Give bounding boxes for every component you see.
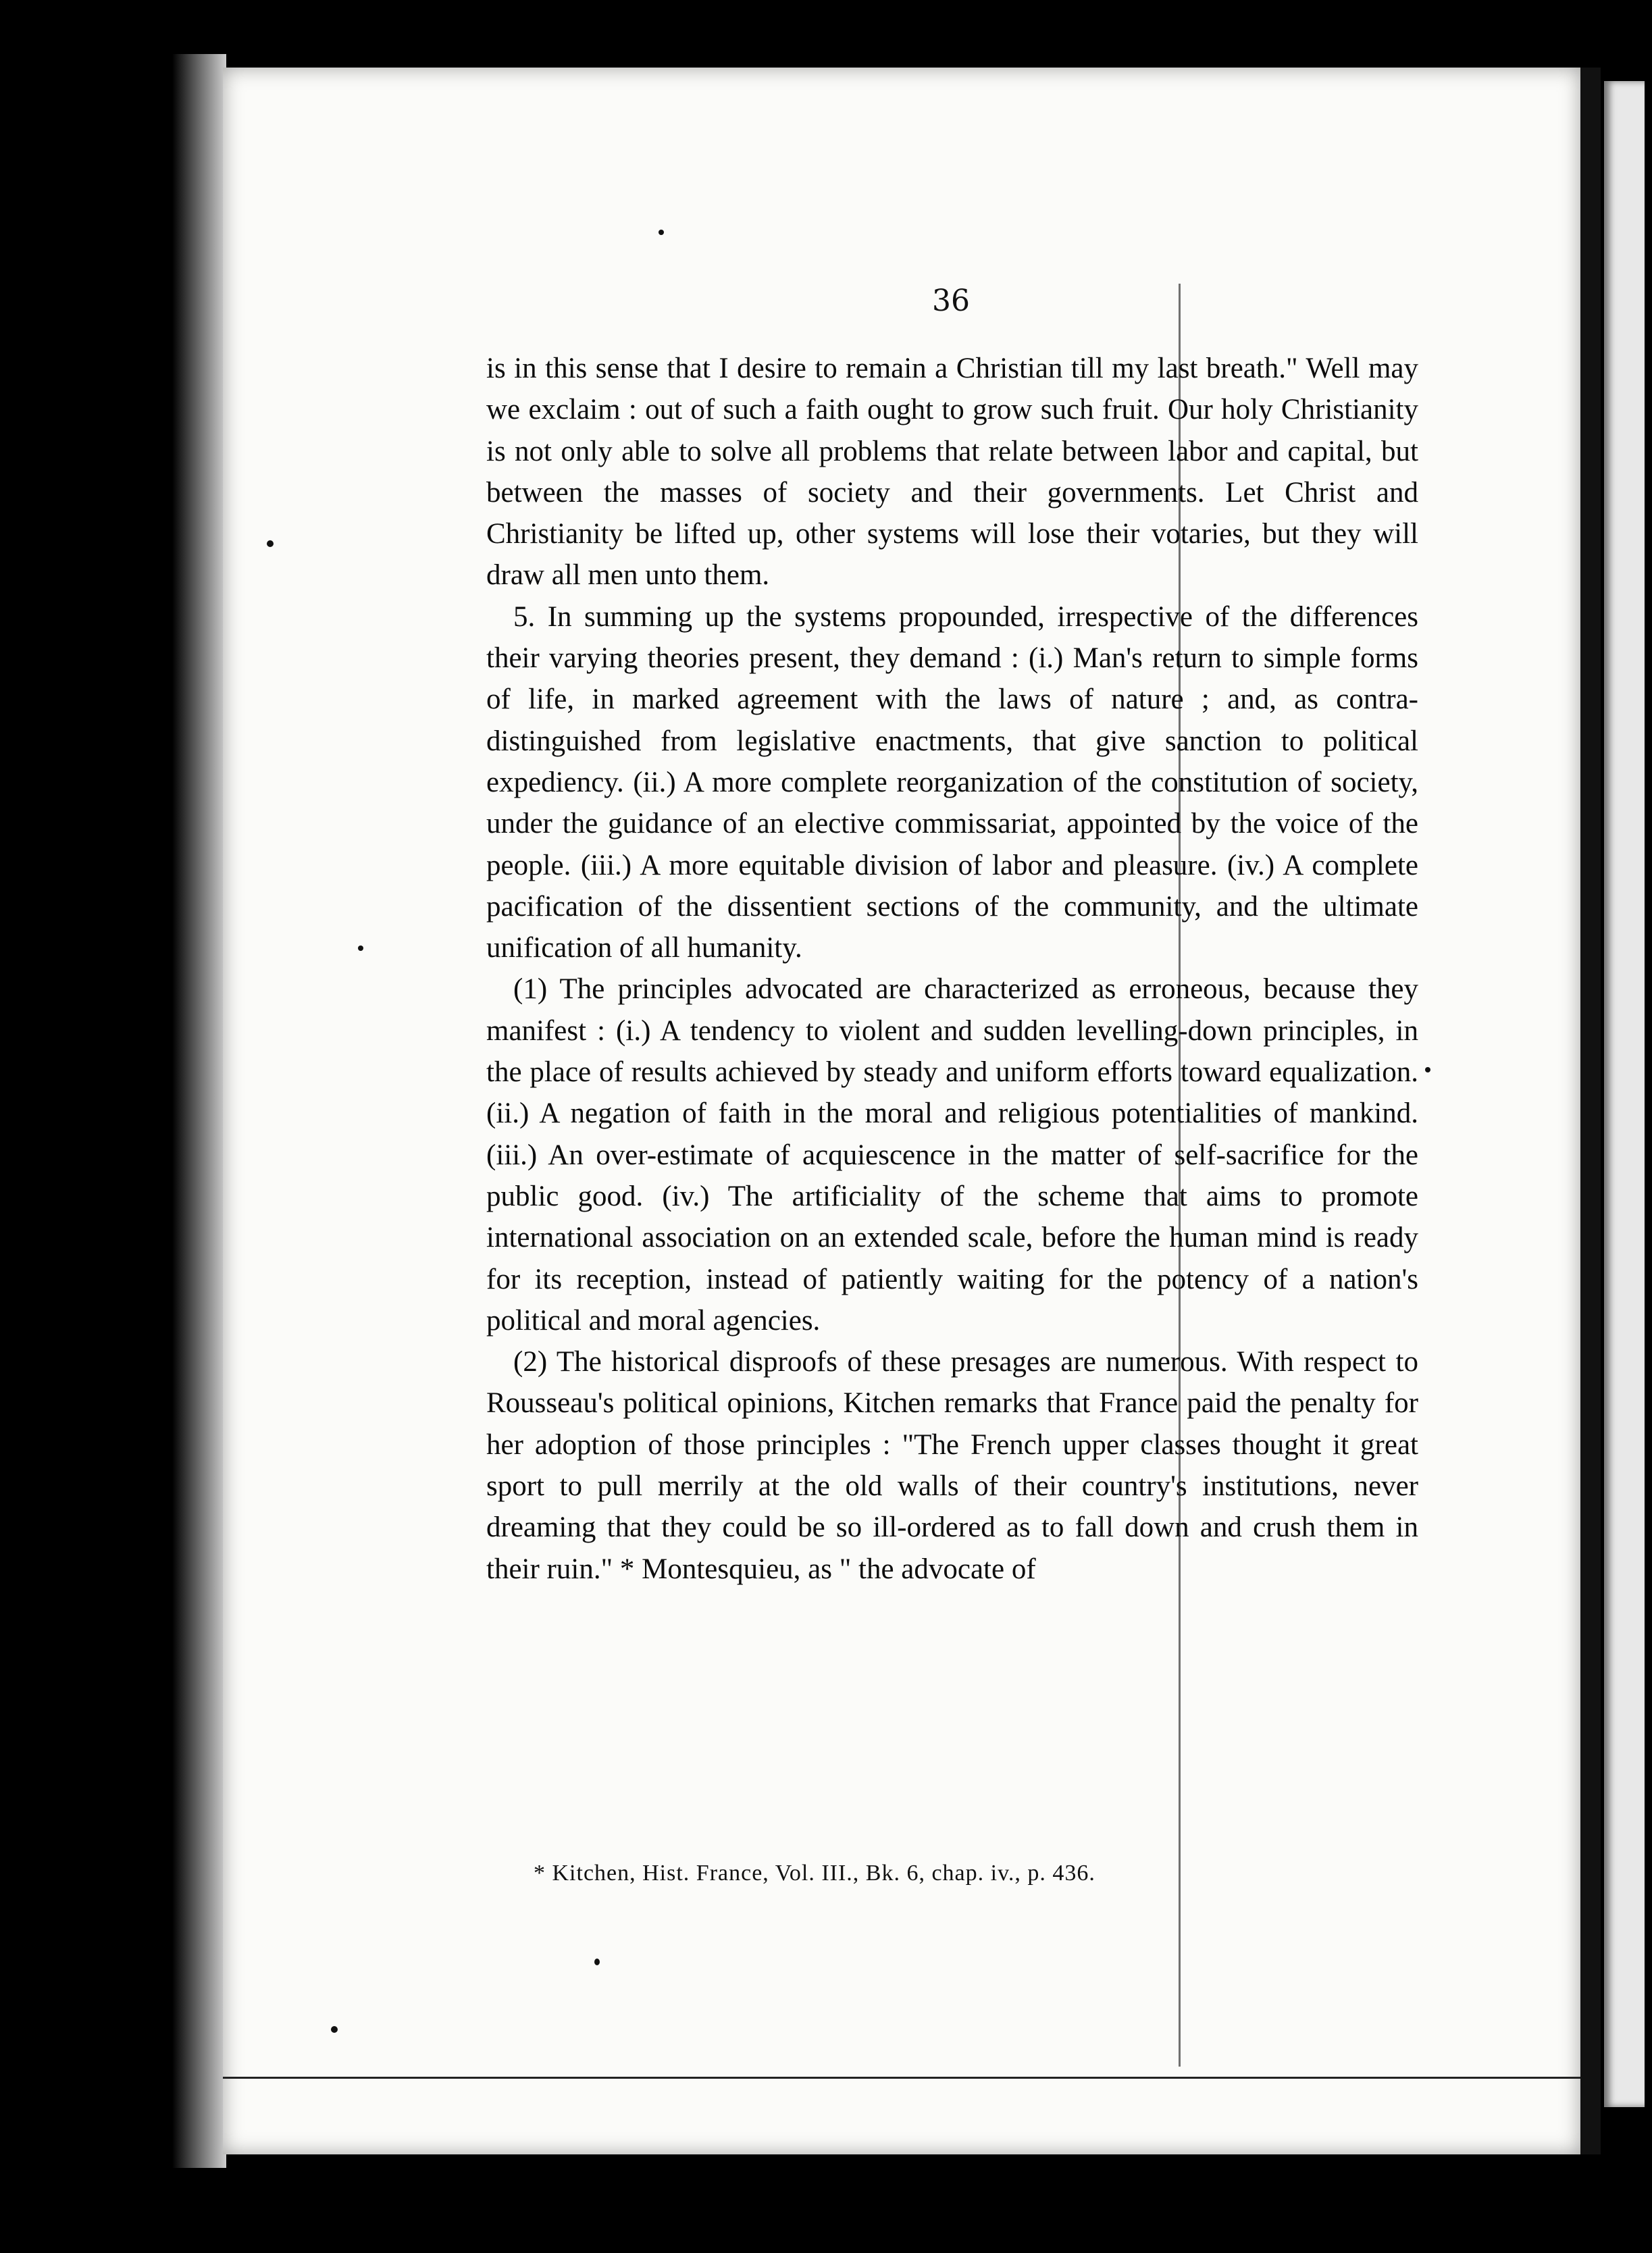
scan-speck xyxy=(594,1959,600,1965)
next-page-sliver xyxy=(1604,81,1645,2107)
scan-speck xyxy=(267,540,274,547)
scan-speck xyxy=(358,946,363,951)
scan-speck xyxy=(1425,1067,1430,1072)
bottom-rule xyxy=(223,2077,1580,2079)
page-right-edge xyxy=(1580,68,1601,2154)
paragraph-5-summary: 5. In summing up the systems propounded, irrespective of the differences their varying theories present, they demand : (i.) Man's return to simple forms of life, in marked agreement with the laws of nature ; and, as contra-distinguished from legislative enactments, that give sanction to political expediency. (ii.) A more complete reorganization of the constitution of society, under the guidance of an elective commissariat, appointed by the voice of the people. (iii.) A more equitable division of labor and pleasure. (iv.) A complete pacification of the dissentient sections of the community, and the ultimate unification of all humanity. xyxy=(486,600,1418,964)
page-left-shadow xyxy=(172,54,226,2168)
footnote: * Kitchen, Hist. France, Vol. III., Bk. 6, chap. iv., p. 436. xyxy=(534,1861,1095,1886)
body-text xyxy=(486,348,1418,1590)
scan-speck xyxy=(659,230,664,235)
page-number: 36 xyxy=(932,284,970,318)
paragraph-2-historical-disproofs: (2) The historical disproofs of these presages are numerous. With respect to Rousseau's political opinions, Kitchen remarks that France paid the penalty for her adoption of those principles : "The French upper classes thought it great sport to pull merrily at the old walls of their country's institutions, never dreaming that they could be so ill-ordered as to fall down and crush them in their ruin." * Montesquieu, as " the advocate of xyxy=(486,1346,1418,1585)
paragraph-1-principles: (1) The principles advocated are characterized as erroneous, because they manifest : (i.) A tendency to violent and sudden levelling-down principles, in the place of results achieved by steady and uniform efforts toward equalization. (ii.) A negation of faith in the moral and religious potentialities of mankind. (iii.) An over-estimate of acquiescence in the matter of self-sacrifice for the public good. (iv.) The artificiality of the scheme that aims to promote international association on an extended scale, before the human mind is ready for its reception, instead of patiently waiting for the potency of a nation's political and moral agencies. xyxy=(486,973,1418,1337)
paragraph-continuation: is in this sense that I desire to remain a Christian till my last breath." Well may we exclaim : out of such a faith ought to grow such fruit. Our holy Christianity is not only able to solve all problems that relate between labor and capital, but between the masses of society and their governments. Let Christ and Christianity be lifted up, other systems will lose their votaries, but they will draw all men unto them. xyxy=(486,353,1418,592)
scan-speck xyxy=(331,2026,338,2033)
